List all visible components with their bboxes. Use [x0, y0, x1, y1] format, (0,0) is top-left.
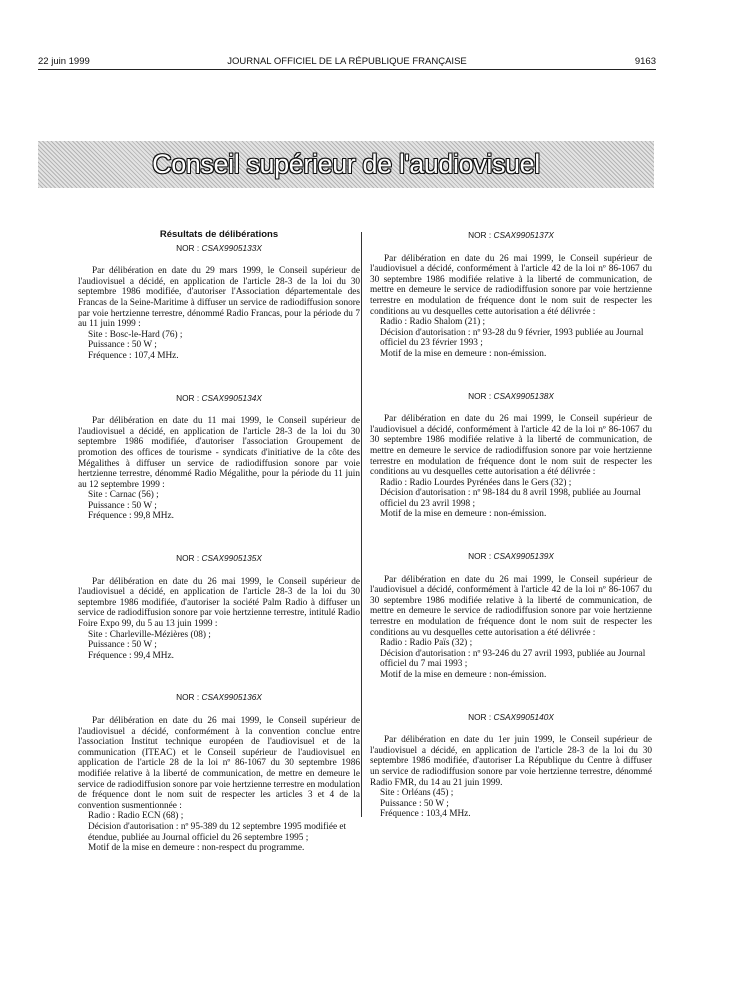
header-journal-title: JOURNAL OFFICIEL DE LA RÉPUBLIQUE FRANÇAISE — [227, 56, 467, 67]
entry — [370, 391, 652, 521]
column-divider — [361, 232, 362, 817]
entry — [370, 230, 652, 360]
entry — [78, 243, 360, 362]
entry-item: Radio : Radio Shalom (21) ; — [380, 317, 486, 328]
entry-item: Motif de la mise en demeure : non-émission. — [380, 509, 547, 520]
nor-label: NOR : — [468, 711, 492, 722]
entry-body: Par délibération en date du 26 mai 1999, le Conseil supérieur de l'audiovisuel a décidé, conformément à l'article 42 de la loi nº 86-1067 du 30 septembre 1986 modifiée relative à la liberté de communication, de mettre en demeure le service de radiodiffusion sonore par voie hertzienne terrestre en modulation de fréquence dont le nom suit de respecter les conditions au vu desquelles cette autorisation a été délivrée : — [370, 253, 652, 317]
entry-body: Par délibération en date du 26 mai 1999, le Conseil supérieur de l'audiovisuel a décidé, en application de l'article 28-3 de la loi du 30 septembre 1986 modifiée, d'autoriser la société Palm Radio à diffuser un service de radiodiffusion sonore par voie hertzienne terrestre, intitulé Radio Foire Expo 99, du 5 au 13 juin 1999 : — [78, 576, 360, 630]
nor-reference — [370, 551, 652, 562]
nor-code: CSAX9905138X — [493, 390, 554, 401]
entry-item: Décision d'autorisation : nº 95-389 du 12 septembre 1995 modifiée et étendue, publiée au Journal officiel du 26 septembre 1995 ; — [88, 821, 347, 843]
nor-reference — [78, 393, 360, 404]
entry-item: Site : Charleville-Mézières (08) ; — [88, 629, 211, 640]
entry-item: Motif de la mise en demeure : non-respect du programme. — [88, 843, 305, 854]
entry-item: Décision d'autorisation : nº 93-246 du 27 avril 1993, publiée au Journal officiel du 7 mai 1993 ; — [380, 648, 646, 670]
entry-item: Puissance : 50 W ; — [88, 500, 157, 511]
nor-label: NOR : — [468, 390, 492, 401]
nor-label: NOR : — [176, 242, 200, 253]
entry-item: Fréquence : 99,8 MHz. — [88, 511, 174, 522]
entry-body: Par délibération en date du 26 mai 1999, le Conseil supérieur de l'audiovisuel a décidé, conformément à la convention conclue entre l'association Institut technique européen de l'audiovisuel et de la communication (ITEAC) et le Conseil supérieur de l'audiovisuel en application de l'article 28 de la loi nº 86-1067 du 30 septembre 1986 modifiée relative à la liberté de communication, de mettre en demeure le service de radiodiffusion sonore par voie hertzienne terrestre en modulation de fréquence dont le nom suit de respecter les articles 3 et 4 de la convention susmentionnée : — [78, 716, 360, 811]
entry — [78, 553, 360, 661]
nor-label: NOR : — [176, 553, 200, 564]
entry-body: Par délibération en date du 11 mai 1999, le Conseil supérieur de l'audiovisuel a décidé, en application de l'article 28-3 de la loi du 30 septembre 1986 modifiée, d'autoriser l'association Groupement de promotion des offices de tourisme - syndicats d'initiative de la côte des Mégalithes à diffuser un service de radiodiffusion sonore par voie hertzienne terrestre, dénommé Radio Mégalithe, pour la période du 11 juin au 12 septembre 1999 : — [78, 416, 360, 490]
nor-reference — [370, 230, 652, 241]
right-column — [370, 230, 652, 820]
nor-label: NOR : — [468, 230, 492, 240]
banner-title: Conseil supérieur de l'audiovisuel — [152, 149, 540, 179]
nor-label: NOR : — [176, 692, 200, 703]
nor-code: CSAX9905135X — [201, 553, 262, 564]
section-title: Résultats de délibérations — [159, 229, 279, 240]
header-rule — [38, 69, 656, 70]
entry-item: Site : Orléans (45) ; — [380, 788, 454, 799]
entry-body: Par délibération en date du 26 mai 1999, le Conseil supérieur de l'audiovisuel a décidé, conformément à l'article 42 de la loi nº 86-1067 du 30 septembre 1986 modifiée relative à la liberté de communication, de mettre en demeure le service de radiodiffusion sonore par voie hertzienne terrestre en modulation de fréquence dont le nom suit de respecter les conditions au vu desquelles cette autorisation a été délivrée : — [370, 414, 652, 478]
header-date: 22 juin 1999 — [38, 56, 90, 67]
entry-item: Motif de la mise en demeure : non-émission. — [380, 348, 547, 359]
nor-code: CSAX9905134X — [201, 392, 262, 403]
nor-code: CSAX9905133X — [201, 242, 262, 253]
left-column — [78, 230, 360, 854]
nor-code: CSAX9905140X — [493, 711, 554, 722]
entry-item: Site : Carnac (56) ; — [88, 490, 159, 501]
entry — [78, 692, 360, 853]
nor-reference — [78, 553, 360, 564]
entry-item: Radio : Radio ECN (68) ; — [88, 811, 184, 822]
nor-reference — [78, 692, 360, 703]
entry-item: Radio : Radio Païs (32) ; — [380, 638, 473, 649]
entry-item: Motif de la mise en demeure : non-émission. — [380, 670, 547, 680]
nor-reference — [370, 391, 652, 402]
entry-item: Radio : Radio Lourdes Pyrénées dans le Gers (32) ; — [380, 477, 572, 488]
entry-item: Site : Bosc-le-Hard (76) ; — [88, 329, 183, 340]
entry-item: Puissance : 50 W ; — [88, 340, 157, 351]
header-page-number: 9163 — [634, 56, 656, 67]
entry-item: Fréquence : 103,4 MHz. — [380, 809, 471, 820]
entry-body: Par délibération en date du 26 mai 1999, le Conseil supérieur de l'audiovisuel a décidé, conformément à l'article 42 de la loi nº 86-1067 du 30 septembre 1986 modifiée relative à la liberté de communication, de mettre en demeure le service de radiodiffusion sonore par voie hertzienne terrestre en modulation de fréquence dont le nom suit de respecter les conditions au vu desquelles cette autorisation a été délivrée : — [370, 574, 652, 638]
nor-label: NOR : — [468, 551, 492, 562]
entry-body: Par délibération en date du 1er juin 1999, le Conseil supérieur de l'audiovisuel a décidé, en application de l'article 28-3 de la loi du 30 septembre 1986 modifiée, d'autoriser La République du Centre à diffuser un service de radiodiffusion sonore par voie hertzienne terrestre, dénommé Radio FMR, du 14 au 21 juin 1999. — [370, 735, 652, 788]
entry — [78, 393, 360, 523]
entry-body: Par délibération en date du 29 mars 1999, le Conseil supérieur de l'audiovisuel a décidé, en application de l'article 28-3 de la loi du 30 septembre 1986 modifiée, d'autoriser l'Association départementale des Francas de la Seine-Maritime à diffuser un service de radiodiffusion sonore par voie hertzienne terrestre, dénommé Radio Francas, pour la période du 7 au 11 juin 1999 : — [78, 266, 360, 330]
entry-item: Fréquence : 107,4 MHz. — [88, 350, 179, 361]
nor-code: CSAX9905136X — [201, 692, 262, 703]
nor-code: CSAX9905137X — [493, 230, 554, 240]
nor-reference — [370, 712, 652, 723]
entry-item: Décision d'autorisation : nº 98-184 du 8 avril 1998, publiée au Journal officiel du 23 avril 1998 ; — [380, 488, 641, 509]
entry-item: Puissance : 50 W ; — [88, 640, 157, 651]
nor-label: NOR : — [176, 392, 200, 403]
entry-item: Fréquence : 99,4 MHz. — [88, 650, 174, 661]
entry-item: Puissance : 50 W ; — [380, 798, 449, 809]
entry — [370, 551, 652, 681]
entry-item: Décision d'autorisation : nº 93-28 du 9 février, 1993 publiée au Journal officiel du 23 février 1993 ; — [380, 327, 644, 349]
nor-reference — [78, 243, 360, 254]
entry — [370, 712, 652, 820]
nor-code: CSAX9905139X — [493, 551, 554, 562]
